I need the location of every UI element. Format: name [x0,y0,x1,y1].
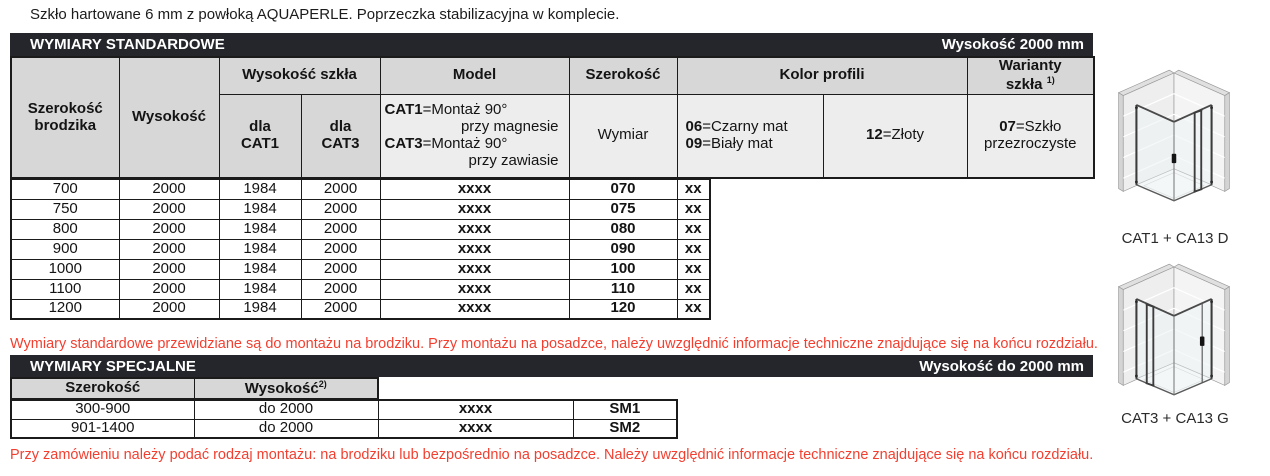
table-cell: 2000 [119,299,219,319]
table-cell: 2000 [119,219,219,239]
table-cell: xx [677,199,710,219]
shower-enclosure-isometric-icon [1112,254,1236,404]
special-table-body [10,399,678,439]
table-cell: 100 [569,259,677,279]
table-cell: 120 [569,299,677,319]
table-cell: xx [677,219,710,239]
table-cell: 090 [569,239,677,259]
special-table-header [10,377,379,400]
table-cell: 700 [11,179,119,199]
special-header-height: Wysokość$^{2)}$ [194,378,378,399]
standard-table-header [10,56,1095,179]
shower-drawing-cat3-ca13g [1112,254,1236,404]
special-header-width: Szerokość [11,378,194,399]
standard-section-title: WYMIARY STANDARDOWE [30,36,225,53]
door-handle-icon [1200,337,1205,346]
standard-section-bar [10,33,1093,56]
special-section-bar [10,355,1093,377]
table-row [11,299,710,319]
footnote-2-marker: 2) [318,379,327,389]
table-cell: 2000 [301,219,380,239]
table-cell: 075 [569,199,677,219]
table-cell: 2000 [301,259,380,279]
table-row [11,419,677,438]
subheader-for-cat1: dla CAT1 [219,94,301,178]
header-model: Model [380,57,569,94]
table-cell: 2000 [301,199,380,219]
table-cell: SM1 [573,400,677,419]
table-cell: xx [677,299,710,319]
table-cell: 1984 [219,199,301,219]
table-cell: 2000 [301,279,380,299]
table-cell: 1100 [11,279,119,299]
table-cell: 2000 [301,179,380,199]
header-profile-color: Kolor profili [677,57,967,94]
table-cell: 2000 [301,239,380,259]
table-row [11,179,710,199]
table-cell: xx [677,279,710,299]
table-cell: xxxx [380,179,569,199]
subheader-for-cat3: dla CAT3 [301,94,380,178]
model-description: CAT1=Montaż 90° przy magnesie CAT3=Montaż 90° przy zawiasie [380,94,569,178]
table-cell: 2000 [119,199,219,219]
table-cell: 900 [11,239,119,259]
table-cell: xxxx [380,219,569,239]
table-cell: 901-1400 [11,419,194,438]
table-cell: xx [677,239,710,259]
header-height: Wysokość [119,57,219,178]
header-glass-height: Wysokość szkła [219,57,380,94]
standard-section-height-label: Wysokość 2000 mm [941,36,1084,53]
table-cell: 1984 [219,179,301,199]
table-cell: 300-900 [11,400,194,419]
table-cell: 1000 [11,259,119,279]
table-cell: 2000 [119,239,219,259]
table-cell: 1200 [11,299,119,319]
shower-enclosure-isometric-icon [1112,60,1236,210]
table-row [11,279,710,299]
standard-note: Wymiary standardowe przewidziane są do montażu na brodziku. Przy montażu na posadzce, należy uwzględnić informacje techniczne znajdujące się na końcu rozdziału. [10,336,1098,352]
table-cell: 1984 [219,239,301,259]
shower-drawing-cat1-ca13d [1112,60,1236,210]
table-cell: xxxx [380,239,569,259]
table-cell: xxxx [380,259,569,279]
table-row [11,219,710,239]
table-cell: xxxx [380,199,569,219]
table-row [11,259,710,279]
special-note: Przy zamówieniu należy podać rodzaj montażu: na brodziku lub bezpośrednio na posadzce. Należy uwzględnić informacje techniczne znajdujące się na końcu rozdziału. [10,447,1094,463]
table-cell: xx [677,259,710,279]
table-cell: xxxx [380,279,569,299]
table-cell: xxxx [380,299,569,319]
header-tray-width: Szerokość brodzika [11,57,119,178]
intro-text: Szkło hartowane 6 mm z powłoką AQUAPERLE. Poprzeczka stabilizacyjna w komplecie. [30,6,620,23]
table-cell: 1984 [219,259,301,279]
drawing-label-cat1: CAT1 + CA13 D [1121,230,1229,247]
table-cell: 1984 [219,279,301,299]
width-sub-label: Wymiar [569,94,677,178]
table-cell: xxxx [378,400,573,419]
table-cell: do 2000 [194,400,378,419]
special-section-height-label: Wysokość do 2000 mm [919,357,1084,375]
table-cell: xxxx [378,419,573,438]
table-cell: 1984 [219,219,301,239]
table-cell: 080 [569,219,677,239]
table-cell: 2000 [119,279,219,299]
header-width: Szerokość [569,57,677,94]
table-cell: 110 [569,279,677,299]
glass-variant-07: 07=Szkło przezroczyste [967,94,1094,178]
table-cell: 800 [11,219,119,239]
table-cell: 070 [569,179,677,199]
table-cell: do 2000 [194,419,378,438]
special-section-title: WYMIARY SPECJALNE [30,357,196,375]
table-cell: 2000 [119,259,219,279]
table-row [11,400,677,419]
drawing-label-cat3: CAT3 + CA13 G [1121,410,1229,427]
table-cell: SM2 [573,419,677,438]
table-row [11,239,710,259]
table-cell: 750 [11,199,119,219]
header-glass-variants: Warianty szkła $^{1)}$ [967,57,1094,94]
table-cell: 2000 [301,299,380,319]
table-row [11,199,710,219]
table-cell: xx [677,179,710,199]
table-cell: 2000 [119,179,219,199]
profile-color-12: 12=Złoty [823,94,967,178]
standard-table-body [10,178,711,320]
table-cell: 1984 [219,299,301,319]
footnote-1-marker: 1) [1046,74,1055,85]
door-handle-icon [1172,154,1177,163]
profile-colors-06-09: 06=Czarny mat 09=Biały mat [677,94,823,178]
